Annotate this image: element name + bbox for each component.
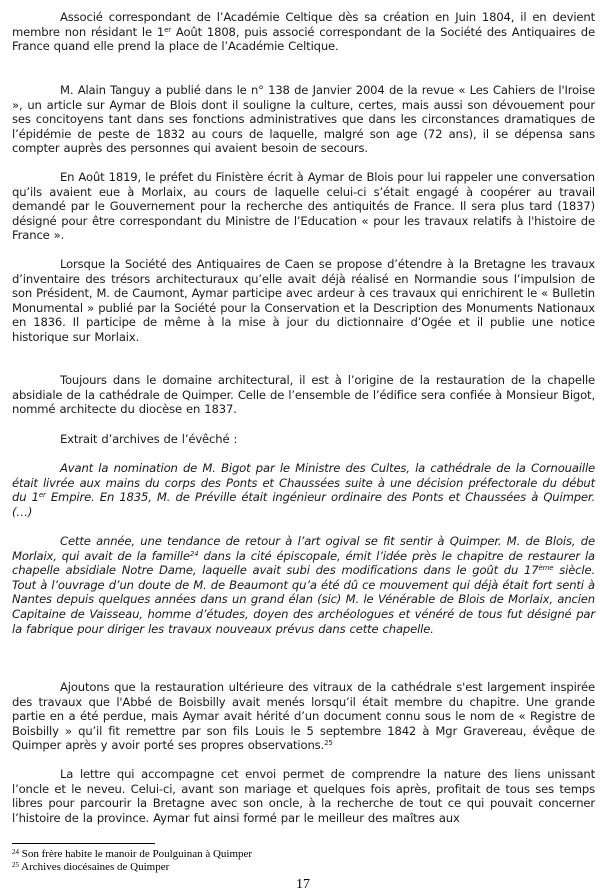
paragraph-text: siècle. Tout à l’ouvrage d’un doute de M. de Beaumont qu’a été dû ce mouvement qui déjà était fort senti à Nantes depuis quelques années dans un grand élan (sic) M. le Vénérable de Blois de Morlaix, ancien Capitaine de Vaisseau, homme d’études, doyen des archéologues et vénéré de tous fut désigné par la fabrique pour diriger les travaux nouveaux prévus dans cette chapelle. (12, 563, 595, 636)
paragraph-text: Empire. En 1835, M. de Préville était ingénieur ordinaire des Ponts et Chaussées à Quimper. (…) (12, 490, 595, 519)
paragraph-text: dans la cité épiscopale, émit l’idée près le chapitre de restaurer la chapelle absidiale Notre Dame, laquelle avait subi des modifications dans le goût du 17 (12, 548, 595, 578)
paragraph-text: Cette année, une tendance de retour à l’art ogival se fit sentir à Quimper. M. de Blois, de Morlaix, qui avait de la famille (12, 534, 595, 563)
paragraph-text: Avant la nomination de M. Bigot par le Ministre des Cultes, la cathédrale de la Cornouaille était livrée aux mains du corps des Ponts et Chaussées suite à une décision préfectorale du début du 1 (12, 461, 595, 505)
paragraph-extrait-archives (12, 432, 595, 447)
paragraph-text: Ajoutons que la restauration ultérieure des vitraux de la cathédrale s'est largement inspirée des travaux que l'Abbé de Boisbilly avait menés lorsqu’il était membre du chapitre. Une grande partie en a été perdue, mais Aymar avait hérité d’un document connu sous le nom de « Registre de Boisbilly » qu’il fit remettre par son fils Louis le 5 septembre 1842 à Mgr Gravereau, évêque de Quimper après y avoir porté ses propres observations. (12, 680, 595, 753)
footnote-separator (12, 843, 155, 844)
paragraph-text: Toujours dans le domaine architectural, il est à l’origine de la restauration de la chapelle absidiale de la cathédrale de Quimper. Celle de l’ensemble de l’édifice sera confiée à Monsieur Bigot, nommé architecte du diocèse en 1837. (12, 373, 595, 417)
paragraph-text: Août 1808, puis associé correspondant de la Société des Antiquaires de France quand elle prend la place de l’Académie Celtique. (12, 24, 595, 54)
paragraph-text: En Août 1819, le préfet du Finistère écrit à Aymar de Blois pour lui rappeler une conversation qu’ils avaient eue à Morlaix, au cours de laquelle celui-ci s’était engagé à coopérer au travail demandé par le Gouvernement pour la recherche des antiquités de France. Il sera plus tard (1837) désigné pour être correspondant du Ministre de l’Education « pour les travaux relatifs à l'histoire de France ». (12, 170, 595, 243)
paragraph-vitraux-cathedrale (12, 680, 595, 753)
superscript: er (164, 25, 171, 34)
quote-art-ogival (12, 534, 595, 636)
paragraph-lettre-oncle-neveu (12, 767, 595, 825)
footnote-text: Son frère habite le manoir de Poulguinan à Quimper (19, 848, 253, 860)
paragraph-societe-antiquaires-caen (12, 257, 595, 345)
paragraph-academie-celtique (12, 10, 595, 54)
footnote-number: 25 (12, 861, 19, 869)
page-number: 17 (296, 877, 310, 892)
footnote-ref-24: 24 (189, 549, 199, 558)
footnote-number: 24 (12, 848, 19, 856)
paragraph-text: La lettre qui accompagne cet envoi permet de comprendre la nature des liens unissant l’oncle et le neveu. Celui-ci, avant son mariage et quelques fois après, profitait de tous ses temps libres pour parcourir la Bretagne avec son oncle, à la recherche de tout ce qui pouvait concerner l’histoire de la province. Aymar fut ainsi formé par le meilleur des maîtres aux (12, 767, 595, 825)
paragraph-prefet-finistere (12, 170, 595, 243)
quote-nomination-bigot (12, 461, 595, 519)
superscript: ème (538, 564, 554, 573)
superscript: er (38, 491, 46, 500)
paragraph-text: Associé correspondant de l’Académie Celtique dès sa création en Juin 1804, il en devient membre non résidant le 1 (12, 10, 595, 39)
footnote-ref-25: 25 (324, 739, 333, 748)
paragraph-domaine-architectural (12, 373, 595, 417)
paragraph-text: M. Alain Tanguy a publié dans le n° 138 de Janvier 2004 de la revue « Les Cahiers de l'Iroise », un article sur Aymar de Blois dont il souligne la culture, certes, mais aussi son dévouement pour ses concitoyens tant dans ses fonctions administratives que dans les circonstances dramatiques de l’épidémie de peste de 1832 au cours de laquelle, malgré son age (72 ans), il se dépensa sans compter auprès des personnes qui avaient besoin de secours. (12, 83, 595, 156)
paragraph-text: Lorsque la Société des Antiquaires de Caen se propose d’étendre à la Bretagne les travaux d’inventaire des trésors architecturaux qu’elle avait déjà réalisé en Normandie sous l’impulsion de son Président, M. de Caumont, Aymar participe avec ardeur à ces travaux qui enrichirent le « Bulletin Monumental » publié par la Société pour la Conservation et la Description des Monuments Nationaux en 1836. Il participe de même à la mise à jour du dictionnaire d’Ogée et il publie une notice historique sur Morlaix. (12, 257, 595, 344)
paragraph-alain-tanguy (12, 83, 595, 156)
footnote-text: Archives diocésaines de Quimper (19, 861, 170, 873)
paragraph-text: Extrait d’archives de l’évêché : (60, 432, 238, 446)
footnote-25 (12, 861, 169, 873)
footnote-24 (12, 848, 252, 860)
